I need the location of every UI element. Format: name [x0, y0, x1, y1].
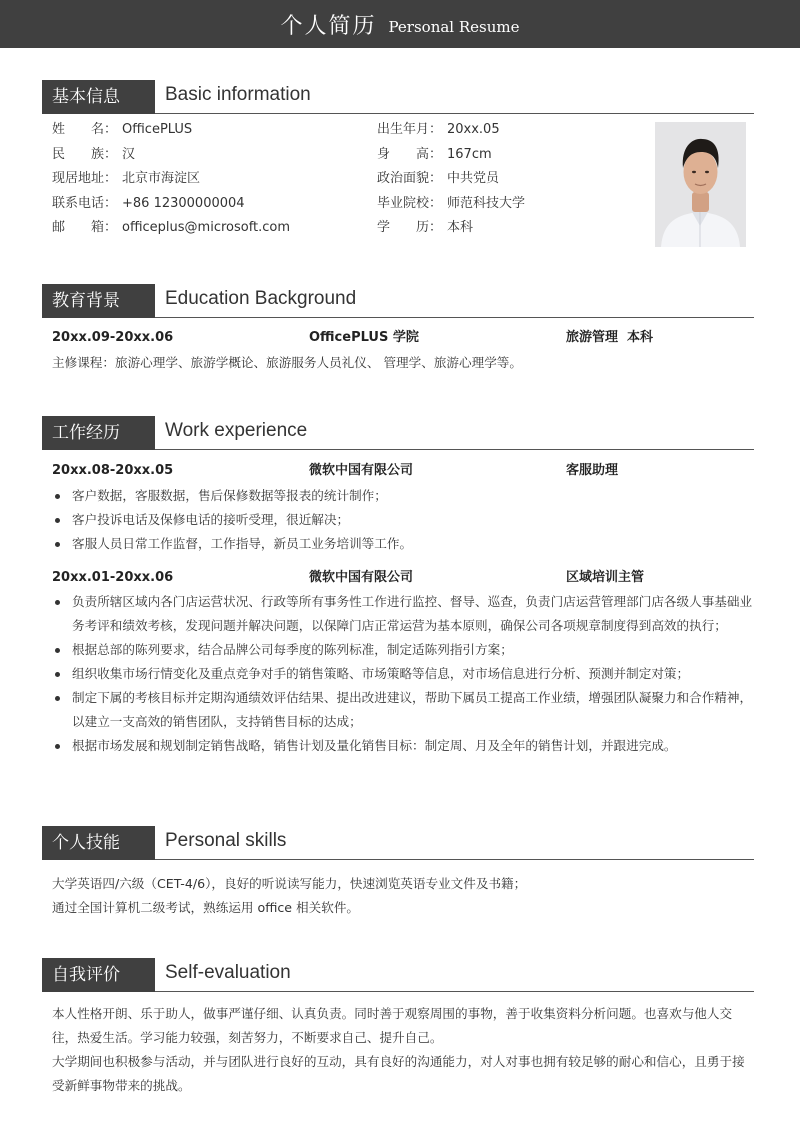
info-row-politics	[377, 167, 525, 192]
education-courses: 主修课程：旅游心理学、旅游学概论、旅游服务人员礼仪、 管理学、旅游心理学等。	[52, 354, 522, 370]
section-divider	[155, 449, 754, 450]
job-period: 20xx.08-20xx.05	[52, 463, 174, 478]
info-row-degree	[377, 216, 525, 241]
info-value: 北京市海淀区	[122, 171, 201, 186]
info-key: 学 历：	[377, 220, 443, 235]
list-item: 制定下属的考核目标并定期沟通绩效评估结果、提出改进建议，帮助下属员工提高工作业绩，增强团队凝聚力和合作精神，以建立一支高效的销售团队，支持销售目标的达成；	[52, 686, 754, 734]
info-row-school	[377, 192, 525, 217]
section-work	[42, 416, 754, 758]
info-key: 联系电话：	[52, 195, 118, 211]
info-value: +86 12300000004	[122, 195, 245, 211]
list-item: 根据总部的陈列要求，结合品牌公司每季度的陈列标准，制定适陈列指引方案；	[52, 638, 754, 662]
profile-photo	[655, 122, 746, 247]
page-title-en: Personal Resume	[388, 17, 520, 36]
info-row-birth	[377, 118, 525, 143]
info-row-email	[52, 216, 290, 241]
section-divider	[155, 859, 754, 860]
section-label-cn: 教育背景	[42, 284, 155, 318]
info-key: 民 族：	[52, 146, 118, 162]
job-header	[52, 566, 754, 591]
page-title-banner	[0, 0, 800, 48]
info-value: 20xx.05	[447, 122, 500, 137]
section-skills	[42, 826, 754, 920]
list-item: 组织收集市场行情变化及重点竞争对手的销售策略、市场策略等信息，对市场信息进行分析、预测并制定对策；	[52, 662, 754, 686]
page-title: 个人简历	[280, 13, 377, 39]
section-self-evaluation	[42, 958, 754, 1098]
job-company: 微软中国有限公司	[309, 463, 414, 478]
section-label-en: Personal skills	[165, 830, 287, 851]
info-value: OfficePLUS	[122, 122, 193, 137]
info-value: officeplus@microsoft.com	[122, 220, 291, 235]
education-period: 20xx.09-20xx.06	[52, 330, 174, 345]
education-school: OfficePLUS 学院	[309, 330, 419, 345]
list-item: 负责所辖区域内各门店运营状况、行政等所有事务性工作进行监控、督导、巡查，负责门店运营管理部门店各级人事基础业务考评和绩效考核，发现问题并解决问题，以保障门店正常运营为基本原则，确保公司各项规章制度得到高效的执行；	[52, 590, 754, 638]
skill-line: 大学英语四/六级（CET-4/6），良好的听说读写能力，快速浏览英语专业文件及书籍；	[52, 876, 527, 891]
info-value: 中共党员	[447, 171, 500, 186]
section-label-en: Self-evaluation	[165, 962, 291, 983]
section-label-cn: 自我评价	[42, 958, 155, 992]
info-key: 身 高：	[377, 146, 443, 162]
info-key: 邮 箱：	[52, 220, 118, 235]
section-divider	[155, 991, 754, 992]
job-title: 客服助理	[566, 463, 619, 478]
info-row-ethnicity	[52, 143, 290, 168]
section-label-cn: 基本信息	[42, 80, 155, 114]
section-label-en: Basic information	[165, 84, 311, 105]
section-basic-info	[42, 80, 754, 246]
section-header	[42, 284, 754, 318]
job-duties	[52, 590, 754, 758]
info-key: 现居地址：	[52, 171, 118, 186]
education-major: 旅游管理 本科	[566, 330, 654, 345]
self-evaluation-paragraph: 大学期间也积极参与活动，并与团队进行良好的互动，具有良好的沟通能力，对人对事也拥有较足够的耐心和信心，且勇于接受新鲜事物带来的挑战。	[52, 1054, 745, 1093]
section-divider	[155, 317, 754, 318]
skill-line: 通过全国计算机二级考试，熟练运用 office 相关软件。	[52, 900, 360, 915]
section-header	[42, 80, 754, 114]
list-item: 客服人员日常工作监督，工作指导，新员工业务培训等工作。	[52, 532, 754, 556]
info-key: 毕业院校：	[377, 195, 443, 211]
info-value: 167cm	[447, 146, 492, 162]
job-header	[52, 459, 754, 484]
info-key: 出生年月：	[377, 122, 443, 137]
education-row	[52, 326, 754, 351]
info-row-height	[377, 143, 525, 168]
section-header	[42, 826, 754, 860]
section-label-en: Work experience	[165, 420, 308, 441]
job-period: 20xx.01-20xx.06	[52, 569, 174, 585]
basic-info-grid	[42, 114, 754, 246]
job-company: 微软中国有限公司	[309, 569, 414, 585]
section-header	[42, 958, 754, 992]
info-column-left	[52, 118, 290, 241]
section-education	[42, 284, 754, 375]
section-label-cn: 工作经历	[42, 416, 155, 450]
info-row-address	[52, 167, 290, 192]
info-value: 师范科技大学	[447, 195, 526, 211]
info-key: 政治面貌：	[377, 171, 443, 186]
section-label-cn: 个人技能	[42, 826, 155, 860]
list-item: 根据市场发展和规划制定销售战略，销售计划及量化销售目标：制定周、月及全年的销售计划，并跟进完成。	[52, 734, 754, 758]
info-row-phone	[52, 192, 290, 217]
info-key: 姓 名：	[52, 122, 118, 137]
list-item: 客户数据，客服数据，售后保修数据等报表的统计制作；	[52, 484, 754, 508]
info-row-name	[52, 118, 290, 143]
self-evaluation-paragraph: 本人性格开朗、乐于助人，做事严谨仔细、认真负责。同时善于观察周围的事物，善于收集资料分析问题。也喜欢与他人交往，热爱生活。学习能力较强，刻苦努力，不断要求自己、提升自己。	[52, 1006, 733, 1045]
job-title: 区域培训主管	[566, 569, 645, 585]
list-item: 客户投诉电话及保修电话的接听受理，很近解决；	[52, 508, 754, 532]
job-duties	[52, 484, 754, 556]
section-header	[42, 416, 754, 450]
info-value: 本科	[447, 220, 474, 235]
info-column-right	[377, 118, 525, 241]
section-label-en: Education Background	[165, 288, 357, 309]
info-value: 汉	[122, 146, 136, 162]
